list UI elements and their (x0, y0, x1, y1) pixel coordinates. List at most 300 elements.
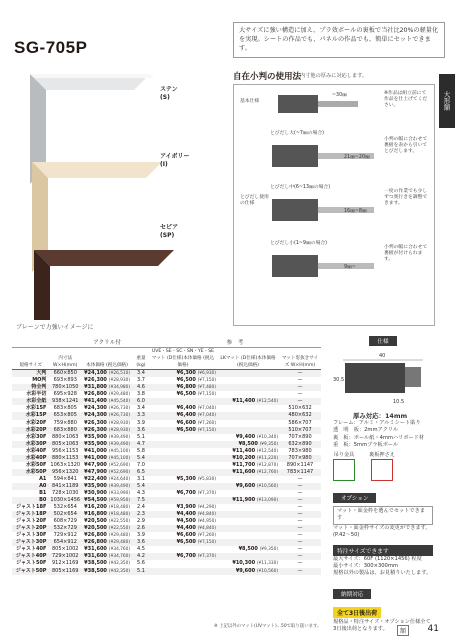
ue-price-tax: (¥7,260) (197, 533, 216, 539)
frame-code: (SP) (160, 232, 175, 239)
reference-header: 参 考 (149, 340, 321, 348)
inner-size: 880×1063 (52, 433, 79, 440)
weight: 4.5 (137, 546, 145, 553)
table-row (12, 476, 321, 483)
mat-size: — (297, 525, 303, 532)
ue-price (149, 427, 217, 434)
price: ¥24,300 (84, 405, 107, 412)
mat-size: — (297, 560, 303, 567)
ue-price (149, 370, 217, 378)
case-note: 小判の幅に合わせて裏板が付けられます。 (384, 245, 428, 262)
table-row (12, 434, 321, 441)
weight: 3.4 (137, 370, 145, 377)
ue-price (149, 483, 217, 490)
row-name: 水彩40P (25, 454, 47, 461)
price: ¥31,600 (84, 546, 107, 553)
mat-size: 783×980 (288, 447, 312, 454)
frame-sample-stainless (160, 86, 178, 102)
table-row (12, 525, 321, 532)
ue-price (149, 490, 217, 497)
price-tax: (¥29,480) (108, 540, 131, 546)
special-line: 最小サイズ：300×300mm (333, 563, 398, 570)
lk-price-tax: (¥13,090) (256, 498, 278, 504)
inner-size: 1063×1320 (50, 461, 81, 468)
ue-price (149, 434, 217, 441)
case-small-diagram (270, 249, 380, 289)
ue-price (149, 469, 217, 476)
ue-price-value: ¥6,800 (176, 384, 196, 391)
lk-price (217, 462, 279, 469)
ue-price (149, 511, 217, 518)
price-tax: (¥45,540) (108, 399, 131, 405)
ue-price (149, 553, 217, 560)
ue-price-value: ¥6,700 (176, 489, 196, 496)
price-tax: (¥42,350) (108, 568, 131, 574)
lk-price (217, 518, 279, 525)
price-tax: (¥29,480) (108, 533, 131, 539)
col-size-name: 規格サイズ (12, 348, 49, 370)
delivery-value: 全て3日後出荷 (333, 607, 381, 618)
weight: 6.0 (137, 398, 145, 405)
frame-samples-illustration (14, 58, 214, 320)
ue-price-tax: (¥4,840) (197, 512, 216, 518)
profile-width: 40 (379, 353, 386, 359)
price-tax: (¥22,550) (108, 519, 131, 525)
spec-panel (333, 328, 433, 633)
profile-height: 30.5 (333, 377, 345, 383)
row-name: ジャスト20P (15, 525, 47, 532)
mat-size: — (297, 511, 303, 518)
table-row (12, 427, 321, 434)
ue-price-value: ¥5,300 (176, 475, 196, 482)
row-name: 水彩40F (26, 447, 47, 454)
usage-basic-label: 基本仕様 (240, 99, 260, 104)
ue-price-value: ¥6,500 (176, 377, 196, 384)
lk-price (217, 398, 279, 405)
lk-price (217, 525, 279, 532)
ue-price (149, 518, 217, 525)
ue-price-tax: (¥4,840) (197, 526, 216, 532)
lk-price (217, 476, 279, 483)
table-row (12, 384, 321, 391)
weight: 3.8 (137, 391, 145, 398)
weight: 2.3 (137, 511, 145, 518)
row-name: 水彩30F (26, 433, 47, 440)
ue-price (149, 546, 217, 553)
row-name: 水彩15P (25, 412, 47, 419)
inner-size: 532×654 (53, 504, 77, 511)
ue-price-tax: (¥4,290) (197, 505, 216, 511)
lk-price-tax: (¥11,220) (256, 455, 278, 461)
inner-size: 654×912 (53, 539, 77, 546)
ue-price-tax: (¥7,040) (197, 413, 216, 419)
table-row (12, 546, 321, 553)
ue-price (149, 420, 217, 427)
table-row (12, 518, 321, 525)
mat-size: — (297, 384, 303, 391)
case-label: とびだし中(6~13㎜の場合) (270, 185, 331, 190)
weight: 3.3 (137, 412, 145, 419)
ue-price (149, 532, 217, 539)
case-dimension: 21㎜~20㎜ (344, 155, 370, 160)
lk-price (217, 405, 279, 412)
price-tax: (¥26,730) (108, 406, 131, 412)
usage-basic-note: ※作品は組立前にて作品を仕上げてください。 (384, 91, 428, 108)
row-name: ジャスト50F (16, 560, 47, 567)
ue-price (149, 377, 217, 384)
table-row (12, 539, 321, 546)
page-number: 41 (427, 624, 439, 634)
badge-label: 裏板押さえ (369, 452, 395, 459)
table-row (12, 469, 321, 476)
price-tax: (¥34,760) (108, 554, 131, 560)
inner-size: 759×880 (53, 419, 77, 426)
lk-price-value: ¥11,700 (232, 461, 256, 468)
weight: 4.7 (137, 440, 145, 447)
table-row (12, 441, 321, 448)
back-clip-badge (369, 452, 395, 481)
weight: 5.4 (137, 482, 145, 489)
table-row (12, 420, 321, 427)
row-name: 水彩20F (26, 419, 47, 426)
ue-price (149, 497, 217, 504)
price-tax: (¥26,730) (108, 413, 131, 419)
ue-price (149, 405, 217, 412)
lk-price-value: ¥8,500 (238, 546, 258, 553)
ue-price-tax: (¥7,150) (197, 392, 216, 398)
inner-size: 841×1189 (52, 482, 79, 489)
mat-size: — (297, 553, 303, 560)
mat-size: 783×1147 (286, 468, 314, 475)
row-name: A0 (39, 482, 47, 489)
ue-price (149, 412, 217, 419)
delivery-title: 納期対応 (333, 589, 371, 599)
lk-price (217, 377, 279, 384)
usage-title: 自在小判の使用法 (233, 72, 302, 82)
price: ¥38,500 (84, 560, 107, 567)
frame-code: (S) (160, 94, 170, 101)
price-tax: (¥39,490) (108, 483, 131, 489)
inner-size: 594×841 (53, 475, 77, 482)
ue-price-value: ¥3,900 (176, 504, 196, 511)
inner-size: 683×805 (53, 405, 77, 412)
weight: 2.4 (137, 504, 145, 511)
mat-size: 510×632 (288, 405, 312, 412)
price: ¥47,900 (84, 468, 107, 475)
col-lk: LKマット (D仕様)本体価格 (税込価格) (217, 348, 279, 370)
row-name: B0 (39, 497, 47, 504)
basic-section-diagram (274, 91, 364, 119)
mat-size: — (297, 398, 303, 405)
lk-price (217, 455, 279, 462)
price: ¥24,300 (84, 412, 107, 419)
price-tax: (¥28,930) (108, 420, 131, 426)
weight: 3.6 (137, 426, 145, 433)
price: ¥20,500 (84, 525, 107, 532)
price: ¥41,000 (84, 447, 107, 454)
frame-sample-ivory (160, 153, 189, 169)
lk-price-value: ¥11,600 (232, 468, 256, 475)
mat-size: — (297, 539, 303, 546)
price: ¥20,500 (84, 518, 107, 525)
frame-name: ステン (160, 86, 178, 93)
row-name: 水彩30P (25, 440, 47, 447)
ue-price-tax: (¥7,040) (197, 406, 216, 412)
lk-price (217, 560, 279, 567)
price: ¥26,800 (84, 532, 107, 539)
lk-price (217, 504, 279, 511)
inner-size: 608×729 (53, 518, 77, 525)
table-row (12, 377, 321, 384)
special-line: 最大サイズ：60F (1120×1456) 程度 (333, 556, 422, 563)
ue-price-tax: (¥7,480) (197, 385, 216, 391)
page-icon: 額 (397, 625, 409, 636)
option-title: オプション (333, 493, 376, 503)
row-name: 大判 (36, 370, 47, 377)
lk-price-value: ¥11,400 (232, 447, 256, 454)
price: ¥30,900 (84, 489, 107, 496)
table-row (12, 462, 321, 469)
price-tax: (¥33,990) (108, 490, 131, 496)
mat-size: — (297, 391, 303, 398)
spec-table (12, 340, 321, 575)
weight: 5.1 (137, 567, 145, 574)
mat-size: 586×707 (288, 419, 312, 426)
inner-size: 695×928 (53, 391, 77, 398)
material-line: 裏 板：ボール紙・4mmハリボード材 (333, 434, 425, 441)
ue-price (149, 384, 217, 391)
inner-size: 780×1050 (52, 384, 79, 391)
col-price: 本体価格 (税込価格) (81, 348, 133, 370)
ue-price-value: ¥6,500 (176, 426, 196, 433)
ue-price (149, 448, 217, 455)
table-row (12, 560, 321, 567)
inner-size: 938×1241 (52, 398, 79, 405)
price-tax: (¥34,760) (108, 547, 131, 553)
price: ¥26,800 (84, 391, 107, 398)
weight: 4.2 (137, 553, 145, 560)
lk-price-value: ¥11,400 (232, 398, 256, 405)
mat-size: — (297, 377, 303, 384)
price-tax: (¥39,490) (108, 441, 131, 447)
ue-price-tax: (¥6,930) (197, 371, 216, 377)
inner-size: 956×1153 (52, 447, 79, 454)
weight: 4.6 (137, 384, 145, 391)
inner-size: 660×850 (53, 370, 77, 377)
ue-price (149, 560, 217, 567)
ue-price-tax: (¥7,370) (197, 554, 216, 560)
lk-price (217, 370, 279, 378)
lk-price (217, 568, 279, 575)
mat-size: — (297, 489, 303, 496)
row-name: ジャスト40P (15, 553, 47, 560)
ue-price (149, 391, 217, 398)
inner-size: 1030×1456 (50, 497, 81, 504)
lk-price-tax: (¥10,560) (256, 483, 278, 489)
lk-price (217, 497, 279, 504)
ue-price-value: ¥6,600 (176, 419, 196, 426)
mat-size: — (297, 482, 303, 489)
ue-price-value: ¥4,400 (176, 511, 196, 518)
mat-size: — (297, 497, 303, 504)
product-intro: 大サイズに強い構造に加え、プラ效ボールの裏板で当社比20%の軽量化を実現。シートの作品でも、パネルの作品でも、簡単にセットできます。 (233, 22, 445, 58)
weight: 3.1 (137, 475, 145, 482)
lk-price-value: ¥10,200 (232, 454, 256, 461)
lk-price-tax: (¥11,330) (256, 561, 278, 567)
row-name: ジャスト50P (15, 567, 47, 574)
table-row (12, 398, 321, 405)
ue-price-value: ¥6,300 (176, 370, 196, 377)
mat-size: — (297, 504, 303, 511)
weight: 2.6 (137, 525, 145, 532)
frame-name: アイボリー (160, 153, 190, 160)
ue-price (149, 398, 217, 405)
row-name: 水彩半切 (26, 391, 47, 398)
mat-size: 707×890 (288, 433, 312, 440)
price-tax: (¥24,640) (108, 476, 131, 482)
lk-price (217, 483, 279, 490)
ue-price-tax: (¥5,830) (197, 476, 216, 482)
weight: 3.6 (137, 539, 145, 546)
mat-size: 890×1147 (286, 461, 314, 468)
lk-price-tax: (¥10,560) (256, 568, 278, 574)
lk-price-value: ¥8,500 (238, 440, 258, 447)
mat-size: — (297, 475, 303, 482)
lk-price-tax: (¥9,350) (259, 441, 278, 447)
inner-size: 502×654 (53, 511, 77, 518)
price: ¥35,900 (84, 482, 107, 489)
mat-size: — (297, 518, 303, 525)
weight: 5.8 (137, 447, 145, 454)
inner-size: 912×1169 (52, 560, 79, 567)
lk-price (217, 420, 279, 427)
price-tax: (¥34,980) (108, 385, 131, 391)
ue-price-tax: (¥7,260) (197, 420, 216, 426)
ue-price (149, 441, 217, 448)
mat-size: 707×980 (288, 454, 312, 461)
price-tax: (¥28,930) (108, 378, 131, 384)
col-weight: 重量 (kg) (133, 348, 149, 370)
ue-price-value: ¥4,500 (176, 518, 196, 525)
price: ¥16,200 (84, 504, 107, 511)
price-tax: (¥52,690) (108, 469, 131, 475)
inner-size: 729×1002 (52, 553, 79, 560)
price-tax: (¥29,480) (108, 392, 131, 398)
weight: 7.0 (137, 461, 145, 468)
row-name: 水彩全紙 (26, 398, 47, 405)
lk-price (217, 469, 279, 476)
table-row (12, 504, 321, 511)
table-row (12, 391, 321, 398)
price: ¥31,600 (84, 553, 107, 560)
lk-price-tax: (¥12,540) (256, 399, 278, 405)
hanger-badge (333, 452, 355, 481)
row-name: A1 (39, 475, 47, 482)
col-mat: マット窓抜きサイズ W×H(mm) (279, 348, 321, 370)
price-tax: (¥18,480) (108, 512, 131, 518)
price: ¥41,000 (84, 454, 107, 461)
weight: 5.6 (137, 560, 145, 567)
spec-title: 仕様 (369, 336, 396, 346)
price-tax: (¥28,930) (108, 427, 131, 433)
ue-price-tax: (¥7,150) (197, 540, 216, 546)
frame-code: (I) (160, 161, 168, 168)
price: ¥22,400 (84, 475, 107, 482)
mat-size: — (297, 546, 303, 553)
price: ¥31,800 (84, 384, 107, 391)
ue-price-value: ¥6,700 (176, 553, 196, 560)
row-name: ジャスト18F (16, 504, 47, 511)
inner-size: 805×1002 (52, 546, 79, 553)
weight: 5.1 (137, 433, 145, 440)
depth-spec: 厚み対応：14mm (353, 412, 408, 420)
price-tax: (¥18,480) (108, 505, 131, 511)
lk-price (217, 441, 279, 448)
col-ue: UVE・SE・SC・SN・YE・SEマット (D仕様)本体価格 (税込価格) (149, 348, 217, 370)
row-name: ジャスト30F (16, 532, 47, 539)
lk-price-tax: (¥12,760) (256, 469, 278, 475)
product-title: SG-705P (14, 38, 88, 57)
lk-price-tax: (¥12,540) (256, 448, 278, 454)
price: ¥35,900 (84, 433, 107, 440)
lk-price (217, 412, 279, 419)
hanger-icon (333, 459, 355, 481)
mat-size: 632×890 (288, 440, 312, 447)
mat-size: — (297, 532, 303, 539)
price: ¥38,500 (84, 567, 107, 574)
inner-size: 805×1063 (52, 440, 79, 447)
table-row (12, 497, 321, 504)
price: ¥24,100 (84, 370, 107, 377)
ue-price (149, 525, 217, 532)
delivery-note: 規格品・特注サイズ・オプション仕様全て3日後出荷となります。 (333, 618, 431, 632)
table-row (12, 412, 321, 419)
inner-size: 805×1169 (52, 567, 79, 574)
price-tax: (¥45,100) (108, 448, 131, 454)
ue-price-value: ¥4,400 (176, 525, 196, 532)
frame-caption: ブレーンで力強いイメージに (16, 324, 94, 331)
row-name: 水彩50F (26, 461, 47, 468)
ue-price-value: ¥6,600 (176, 532, 196, 539)
ue-price-tax: (¥7,370) (197, 490, 216, 496)
row-name: 水彩20P (25, 426, 47, 433)
price: ¥35,900 (84, 440, 107, 447)
lk-price-value: ¥10,300 (232, 560, 256, 567)
material-line: 透 明 板：2mmアクリル (333, 427, 399, 434)
row-name: ジャスト30P (15, 539, 47, 546)
ue-price (149, 455, 217, 462)
weight: 3.7 (137, 377, 145, 384)
weight: 7.5 (137, 497, 145, 504)
table-note: ※ 上記以外のマット(UVマット)…50で取り扱います。 (214, 624, 322, 629)
inner-size: 653×805 (53, 412, 77, 419)
row-name: 水彩15F (26, 405, 47, 412)
inner-size: 880×1153 (52, 454, 79, 461)
material-line: 重 板：5mmプラ板ボール (333, 441, 399, 448)
weight: 3.4 (137, 405, 145, 412)
price: ¥47,900 (84, 461, 107, 468)
profile-diagram (333, 349, 433, 409)
price-tax: (¥45,100) (108, 455, 131, 461)
case-note: 小判の幅に合わせて裏板を表から引いてとびだします。 (384, 137, 428, 154)
category-tab[interactable]: 大形額 (439, 74, 455, 128)
table-row (12, 553, 321, 560)
case-label: とびだし小(1~9㎜の場合) (270, 241, 328, 246)
table-row (12, 568, 321, 575)
lk-price-value: ¥9,600 (235, 567, 256, 574)
ue-price-tax: (¥7,150) (197, 427, 216, 433)
weight: 5.4 (137, 454, 145, 461)
